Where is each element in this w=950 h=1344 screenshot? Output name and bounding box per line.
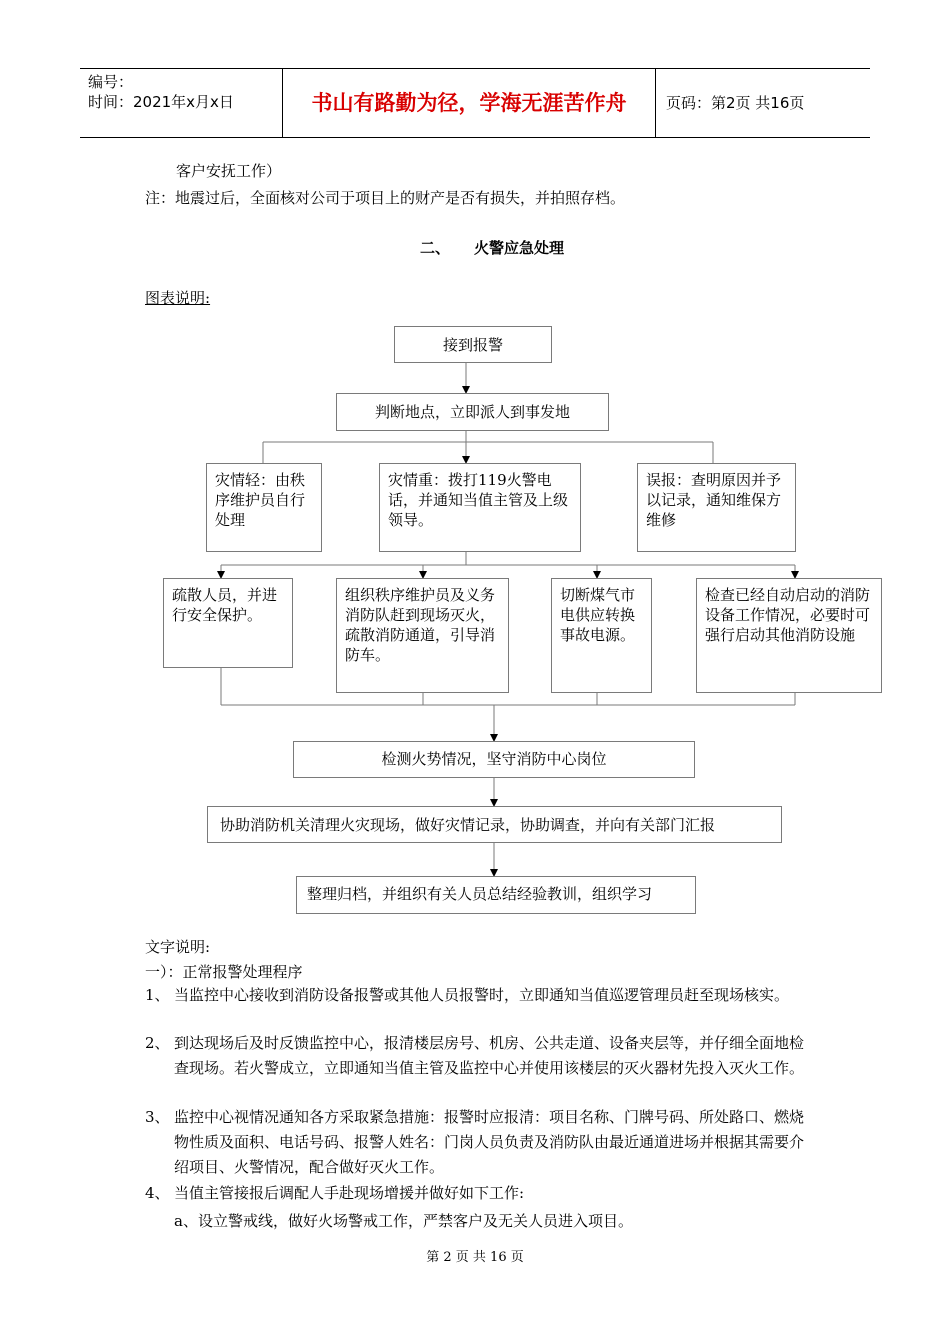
node-judge-location: 判断地点，立即派人到事发地	[336, 393, 609, 431]
item-number: 4、	[145, 1184, 170, 1202]
subsection-title: 一）：正常报警处理程序	[145, 963, 303, 981]
node-false-alarm: 误报：查明原因并予以记录，通知维保方维修	[637, 463, 796, 552]
list-item	[145, 1031, 805, 1081]
earthquake-note: 注：地震过后，全面核对公司于项目上的财产是否有损失，并拍照存档。	[145, 189, 626, 207]
node-evacuate: 疏散人员，并进行安全保护。	[163, 578, 293, 668]
item-text: 监控中心视情况通知各方采取紧急措施：报警时应报清：项目名称、门牌号码、所处路口、燃烧物性质及面积、电话号码、报警人姓名：门岗人员负责及消防队由最近通道进场并根据其需要介绍项目、火警情况，配合做好灭火工作。	[174, 1108, 805, 1176]
chart-caption: 图表说明:	[145, 289, 211, 307]
item-number: 2、	[145, 1034, 170, 1052]
node-check-equipment: 检查已经自动启动的消防设备工作情况，必要时可强行启动其他消防设施	[696, 578, 882, 693]
doc-number-label: 编号：	[88, 73, 134, 91]
node-organize-firefighting: 组织秩序维护员及义务消防队赶到现场灭火，疏散消防通道，引导消防车。	[336, 578, 509, 693]
node-monitor-fire: 检测火势情况，坚守消防中心岗位	[293, 741, 695, 778]
node-assist-authorities: 协助消防机关清理火灾现场，做好灾情记录，协助调查，并向有关部门汇报	[207, 806, 782, 843]
list-item	[145, 983, 805, 1008]
section-number: 二、	[420, 239, 451, 257]
item-text: 当监控中心接收到消防设备报警或其他人员报警时，立即通知当值巡逻管理员赶至现场核实。	[174, 986, 790, 1004]
node-cut-power: 切断煤气市电供应转换事故电源。	[551, 578, 652, 693]
item-text: 当值主管接报后调配人手赴现场增援并做好如下工作:	[174, 1184, 525, 1202]
item-text: 到达现场后及时反馈监控中心，报清楼层房号、机房、公共走道、设备夹层等，并仔细全面地检查现场。若火警成立，立即通知当值主管及监控中心并使用该楼层的灭火器材先投入灭火工作。	[174, 1034, 805, 1077]
item-number: 1、	[145, 986, 170, 1004]
node-archive-summary: 整理归档，并组织有关人员总结经验教训，组织学习	[296, 876, 696, 914]
node-minor-fire: 灾情轻：由秩序维护员自行处理	[206, 463, 322, 552]
node-major-fire: 灾情重：拨打119火警电话，并通知当值主管及上级领导。	[379, 463, 581, 552]
intro-line: 客户安抚工作）	[176, 162, 282, 180]
text-caption: 文字说明:	[145, 938, 211, 956]
page-footer: 第 2 页 共 16 页	[426, 1250, 524, 1265]
header-page-info: 页码：第2页 共16页	[666, 94, 805, 112]
node-receive-alarm: 接到报警	[394, 326, 552, 363]
list-item	[145, 1181, 805, 1206]
sub-item: a、设立警戒线，做好火场警戒工作，严禁客户及无关人员进入项目。	[174, 1212, 633, 1230]
section-title: 火警应急处理	[474, 239, 565, 257]
header-motto: 书山有路勤为径，学海无涯苦作舟	[283, 69, 656, 137]
list-item	[145, 1105, 805, 1180]
item-number: 3、	[145, 1108, 170, 1126]
doc-date-label: 时间：2021年x月x日	[88, 93, 234, 111]
